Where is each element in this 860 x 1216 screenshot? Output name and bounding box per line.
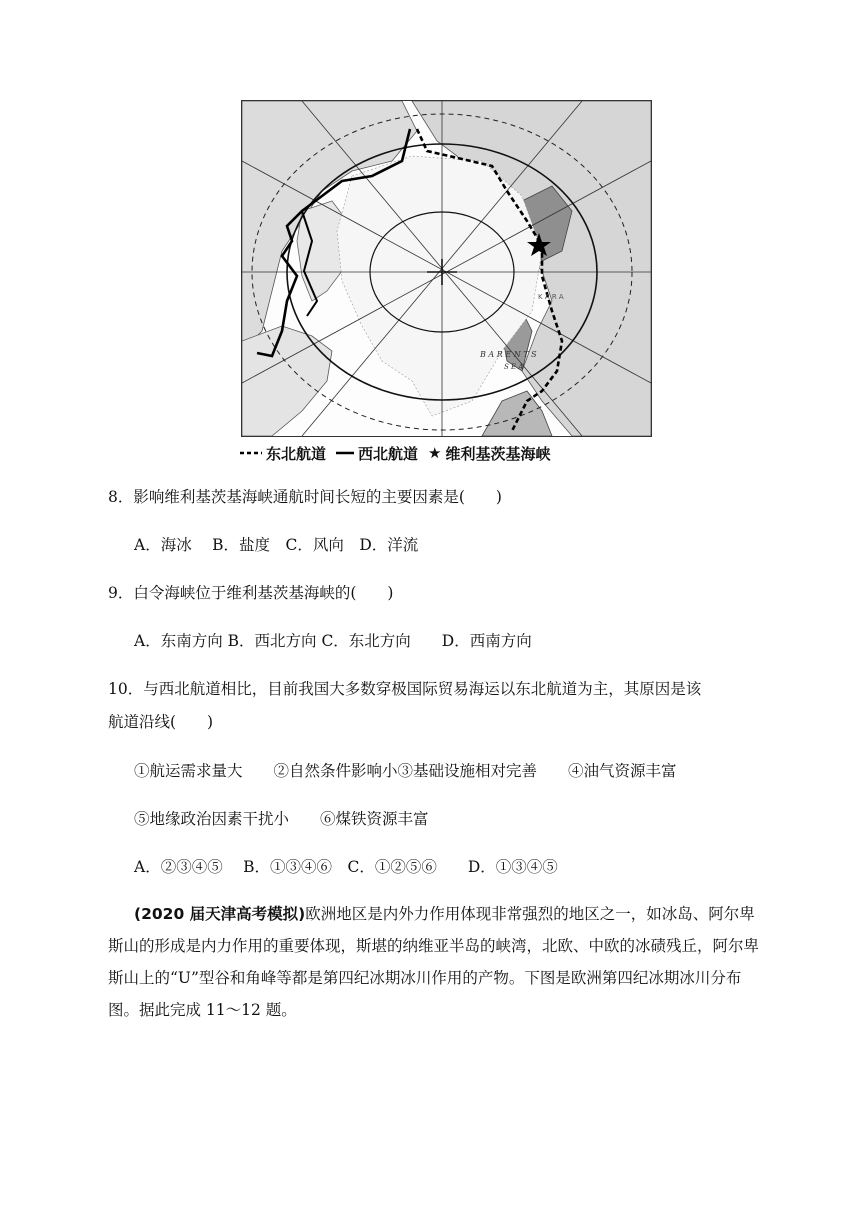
question-8-stem: 8．影响维利基茨基海峡通航时间长短的主要因素是( ) — [108, 488, 502, 506]
dashed-line-icon — [240, 450, 262, 456]
passage-source: (2020 届天津高考模拟) — [134, 905, 306, 923]
legend-nw-route-label: 西北航道 — [358, 444, 419, 463]
land-greenland — [242, 326, 332, 436]
question-10-choices-line1: ①航运需求量大 ②自然条件影响小③基础设施相对完善 ④油气资源丰富 — [134, 762, 677, 780]
passage-text: 欧洲地区是内外力作用体现非常强烈的地区之一，如冰岛、阿尔卑斯山的形成是内力作用的重要体现，斯堪的纳维亚半岛的峡湾，北欧、中欧的冰碛残丘，阿尔卑斯山上的“U”型谷和角峰等都是第四纪冰期冰川作用的产物。下图是欧洲第四纪冰期冰川分布图。据此完成 11～12 题。 — [108, 905, 760, 1019]
question-10-choices-line2: ⑤地缘政治因素干扰小 ⑥煤铁资源丰富 — [134, 810, 429, 828]
map-legend — [240, 442, 660, 464]
question-10-stem-line2: 航道沿线( ) — [108, 713, 214, 731]
legend-nw-route — [336, 443, 418, 464]
passage — [108, 898, 763, 1026]
question-10-options: A．②③④⑤ B．①③④⑥ C．①②⑤⑥ D．①③④⑤ — [134, 858, 558, 876]
question-9-options: A．东南方向 B．西北方向 C．东北方向 D．西南方向 — [134, 632, 532, 650]
question-9-stem: 9．白令海峡位于维利基茨基海峡的( ) — [108, 584, 394, 602]
sea-ice — [337, 156, 542, 416]
map-label-barents: B A R E N T S — [480, 350, 537, 359]
map-label-sea: S E A — [504, 363, 524, 371]
star-icon: ★ — [428, 444, 442, 462]
legend-ne-route-label: 东北航道 — [266, 444, 327, 463]
arctic-route-map — [241, 100, 652, 437]
question-10-stem-line1: 10．与西北航道相比，目前我国大多数穿极国际贸易海运以东北航道为主，其原因是该 — [108, 680, 702, 698]
legend-strait-label: 维利基茨基海峡 — [445, 444, 551, 463]
legend-strait — [428, 443, 550, 464]
question-8-options: A．海冰 B．盐度 C．风向 D．洋流 — [134, 536, 419, 554]
map-label-kara: K A R A — [538, 293, 564, 301]
map-svg — [242, 101, 651, 436]
legend-ne-route — [240, 443, 326, 464]
solid-line-icon — [336, 450, 354, 456]
